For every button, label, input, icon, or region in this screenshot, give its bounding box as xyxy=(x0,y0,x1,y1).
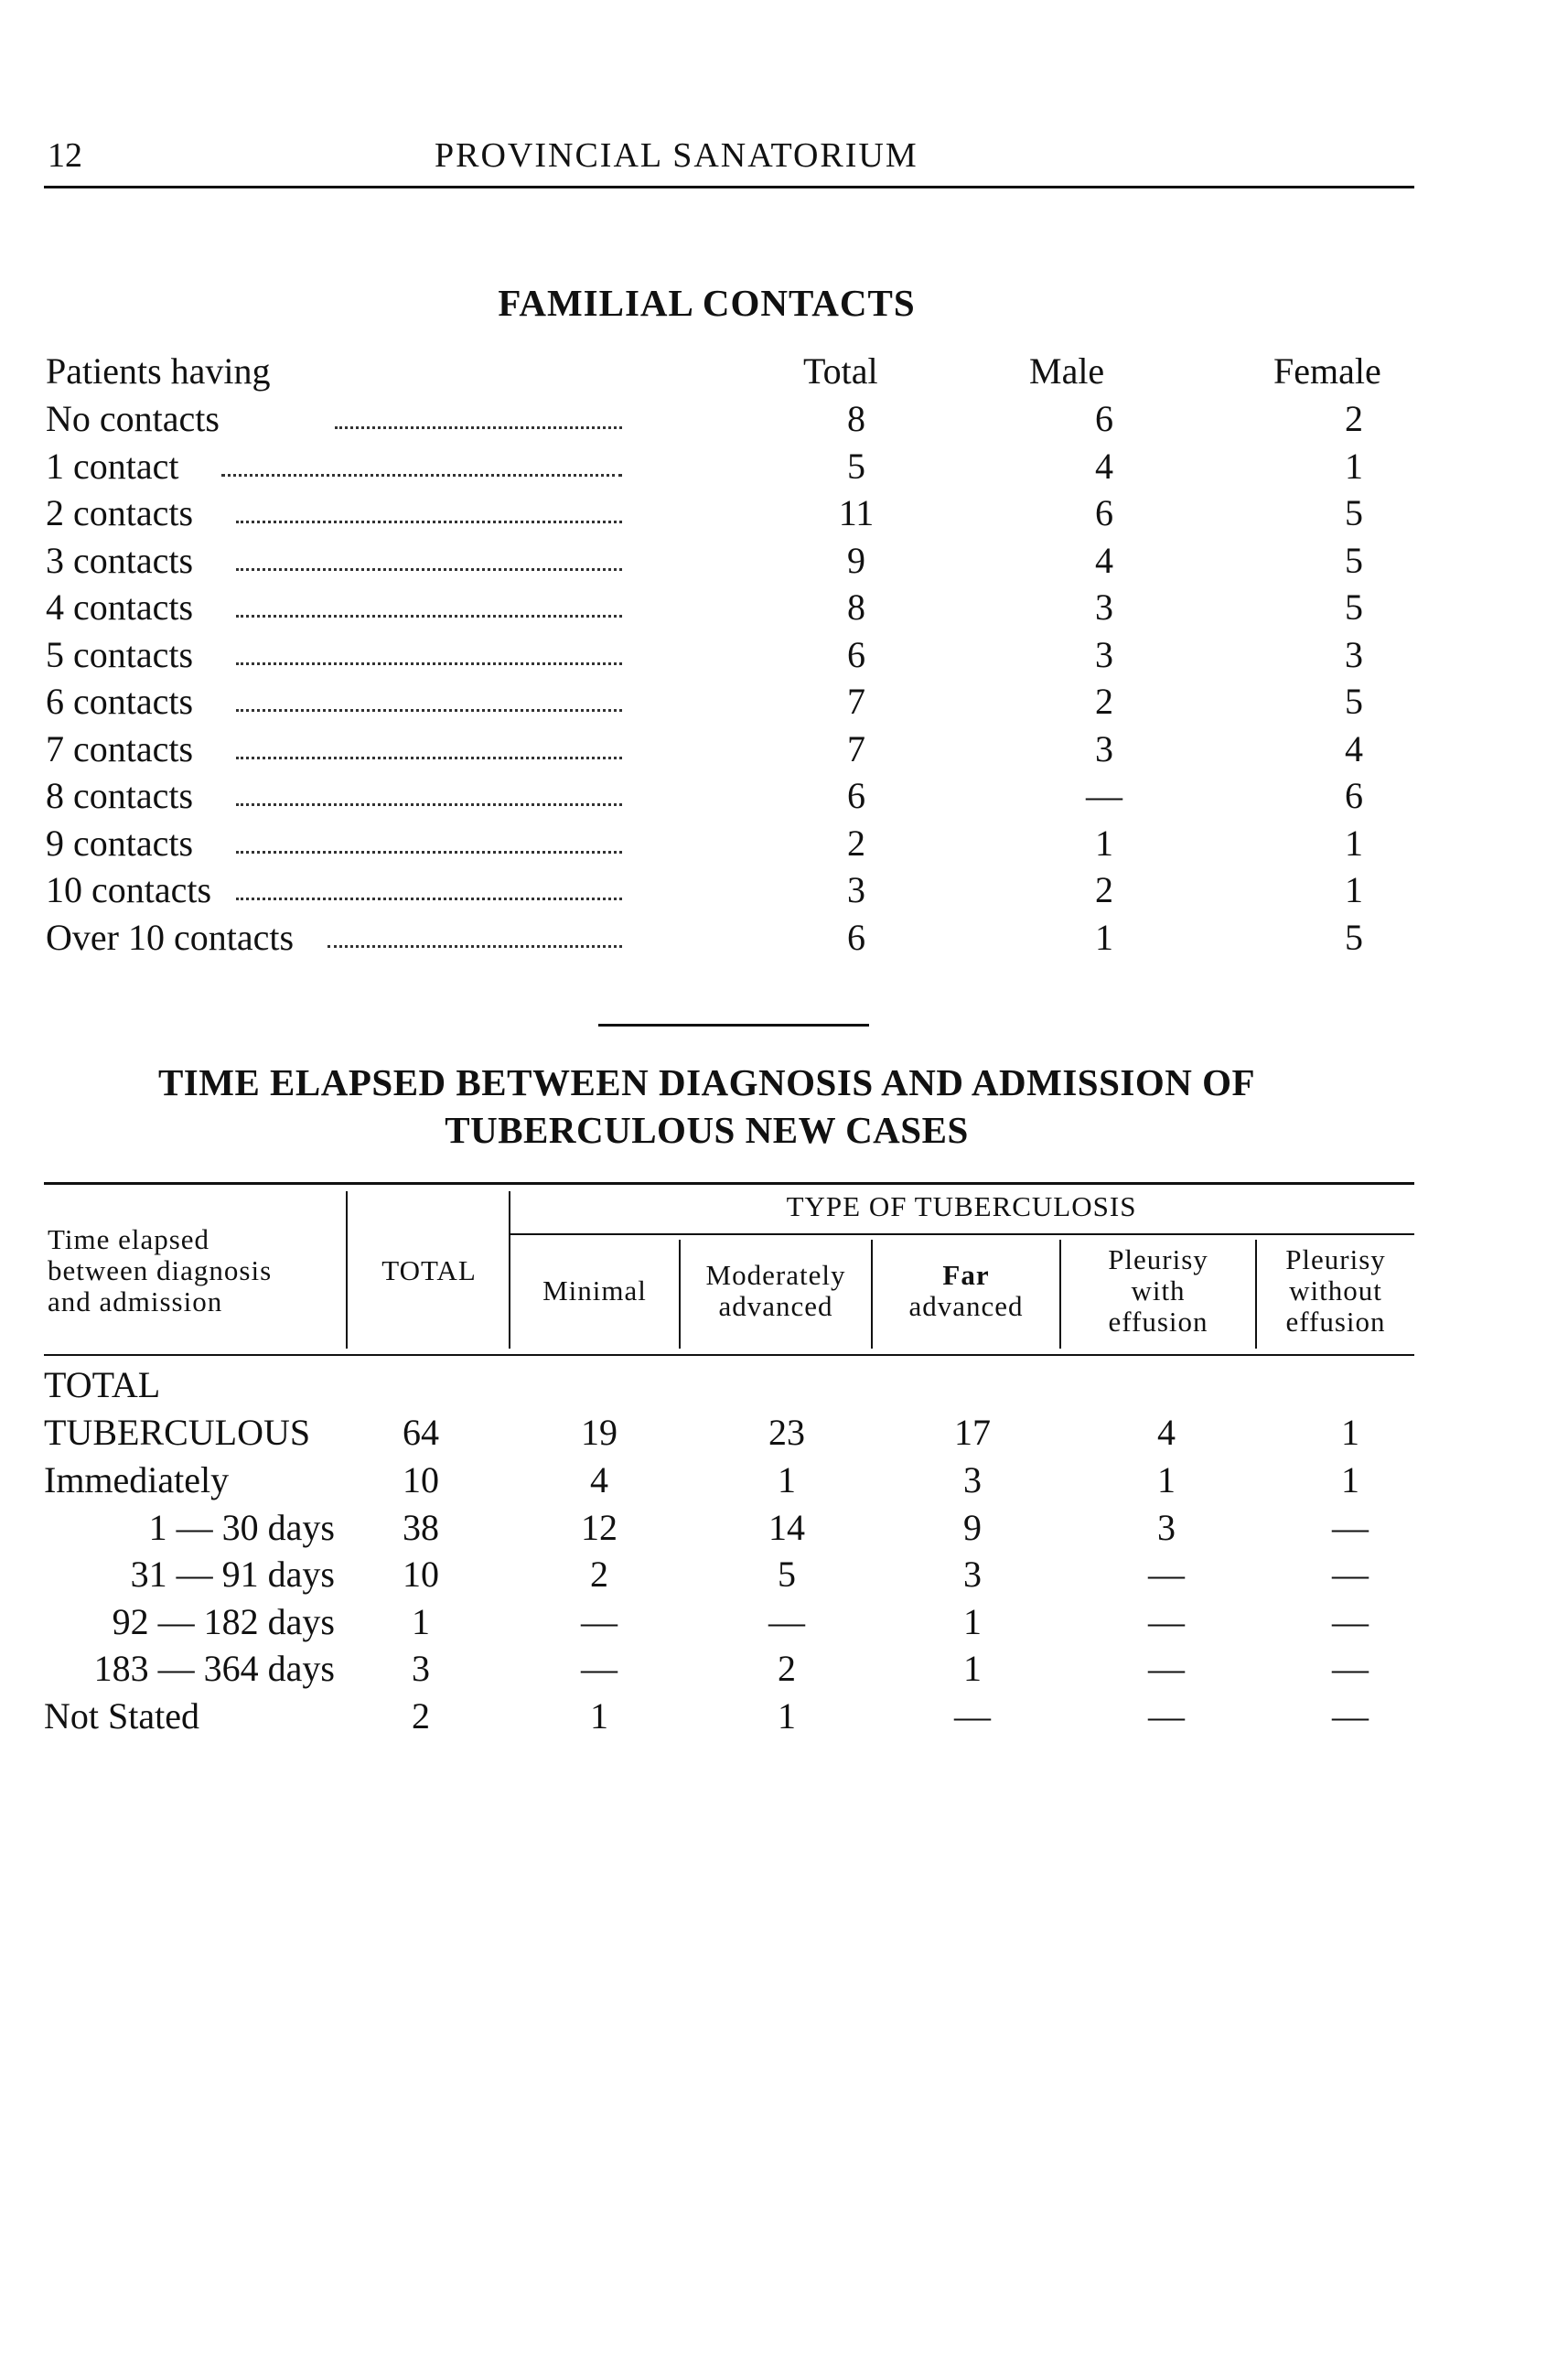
cell-total: 11 xyxy=(838,492,875,533)
row-label: 8 contacts xyxy=(46,775,194,816)
row-label: Immediately xyxy=(44,1459,230,1500)
cell-total: 10 xyxy=(403,1554,439,1596)
cell-male: 3 xyxy=(1095,727,1113,769)
header-time-line1: Time elapsed xyxy=(48,1223,210,1255)
cell-total: 2 xyxy=(412,1695,430,1737)
table-row xyxy=(0,678,1568,726)
header-pleurisy-without-line3: effusion xyxy=(1285,1306,1386,1338)
cell-total: 3 xyxy=(412,1648,430,1690)
dot-leader xyxy=(221,474,622,477)
cell-female: 2 xyxy=(1345,398,1363,439)
row-label: No contacts xyxy=(46,398,220,439)
cell-pleurisy-without-effusion: 1 xyxy=(1341,1412,1359,1453)
table-row xyxy=(0,1598,1568,1646)
cell-pleurisy-without-effusion: — xyxy=(1332,1648,1369,1690)
running-title: PROVINCIAL SANATORIUM xyxy=(435,136,918,175)
cell-far-advanced: 1 xyxy=(963,1648,982,1690)
cell-total: 6 xyxy=(847,775,865,816)
section-divider xyxy=(598,1024,869,1027)
cell-female: 3 xyxy=(1345,633,1363,675)
dot-leader xyxy=(236,803,622,806)
cell-male: — xyxy=(1086,775,1122,816)
table-row xyxy=(0,631,1568,679)
cell-total: 6 xyxy=(847,916,865,958)
cell-minimal: 1 xyxy=(590,1695,608,1737)
header-bottom-rule xyxy=(44,1354,1414,1356)
cell-male: 1 xyxy=(1095,916,1113,958)
table-top-rule xyxy=(44,1182,1414,1185)
cell-female: 5 xyxy=(1345,681,1363,722)
cell-male: 6 xyxy=(1095,398,1113,439)
cell-minimal: — xyxy=(581,1600,618,1642)
cell-pleurisy-with-effusion: 3 xyxy=(1157,1506,1176,1548)
cell-far-advanced: 9 xyxy=(963,1506,982,1548)
cell-total: 1 xyxy=(412,1600,430,1642)
cell-female: 5 xyxy=(1345,492,1363,533)
table-row xyxy=(0,1504,1568,1552)
cell-male: 1 xyxy=(1095,822,1113,864)
cell-pleurisy-with-effusion: — xyxy=(1148,1648,1185,1690)
header-pleurisy-without-line1: Pleurisy xyxy=(1285,1243,1386,1275)
header-divider-1 xyxy=(346,1191,348,1349)
row-label: 31 — 91 days xyxy=(130,1554,335,1596)
dot-leader xyxy=(236,898,622,900)
cell-moderately-advanced: 23 xyxy=(768,1412,805,1453)
cell-moderately-advanced: 1 xyxy=(778,1695,796,1737)
cell-female: 1 xyxy=(1345,822,1363,864)
cell-total: 64 xyxy=(403,1412,439,1453)
table-row xyxy=(0,726,1568,773)
row-label: 9 contacts xyxy=(46,822,194,864)
dot-leader xyxy=(236,568,622,571)
cell-far-advanced: — xyxy=(954,1695,991,1737)
cell-moderately-advanced: 2 xyxy=(778,1648,796,1690)
table-row xyxy=(0,1645,1568,1693)
cell-pleurisy-with-effusion: — xyxy=(1148,1600,1185,1642)
table-row xyxy=(0,1693,1568,1740)
cell-pleurisy-with-effusion: — xyxy=(1148,1554,1185,1596)
cell-male: 4 xyxy=(1095,445,1113,487)
dot-leader xyxy=(236,521,622,523)
dot-leader xyxy=(236,757,622,759)
table-row xyxy=(0,443,1568,490)
table-row xyxy=(0,1551,1568,1598)
cell-minimal: 12 xyxy=(581,1506,618,1548)
header-moderately-line2: advanced xyxy=(718,1290,833,1322)
row-label: 10 contacts xyxy=(46,869,212,910)
cell-minimal: — xyxy=(581,1648,618,1690)
cell-total: 2 xyxy=(847,822,865,864)
cell-far-advanced: 3 xyxy=(963,1554,982,1596)
header-pleurisy-without-line2: without xyxy=(1289,1274,1382,1307)
cell-female: 5 xyxy=(1345,539,1363,581)
row-label: 4 contacts xyxy=(46,586,194,628)
table-row-total-label xyxy=(0,1361,1568,1409)
row-label: 7 contacts xyxy=(46,727,194,769)
cell-total: 38 xyxy=(403,1506,439,1548)
table-row xyxy=(0,584,1568,631)
header-far-line2: advanced xyxy=(908,1290,1024,1322)
cell-total: 5 xyxy=(847,445,865,487)
row-label: 92 — 182 days xyxy=(112,1600,335,1642)
familial-contacts-title: FAMILIAL CONTACTS xyxy=(498,282,916,324)
cell-minimal: 2 xyxy=(590,1554,608,1596)
header-time-line2: between diagnosis xyxy=(48,1254,273,1286)
column-header-male: Male xyxy=(1029,350,1105,392)
header-pleurisy-with-line3: effusion xyxy=(1108,1306,1208,1338)
dot-leader xyxy=(335,426,622,429)
cell-pleurisy-without-effusion: — xyxy=(1332,1600,1369,1642)
table-row-total xyxy=(0,1409,1568,1457)
cell-pleurisy-with-effusion: — xyxy=(1148,1695,1185,1737)
header-time-line3: and admission xyxy=(48,1285,223,1317)
column-header-total: Total xyxy=(803,350,878,392)
row-label: TUBERCULOUS xyxy=(44,1412,311,1453)
row-label: 1 contact xyxy=(46,445,179,487)
cell-moderately-advanced: — xyxy=(768,1600,805,1642)
row-label: 183 — 364 days xyxy=(93,1648,335,1690)
row-label: Over 10 contacts xyxy=(46,916,295,958)
header-total: TOTAL xyxy=(381,1254,477,1286)
cell-total: 8 xyxy=(847,586,865,628)
cell-moderately-advanced: 5 xyxy=(778,1554,796,1596)
cell-minimal: 4 xyxy=(590,1459,608,1500)
cell-pleurisy-without-effusion: — xyxy=(1332,1554,1369,1596)
column-header-female: Female xyxy=(1273,350,1381,392)
header-moderately-line1: Moderately xyxy=(705,1259,846,1291)
cell-female: 5 xyxy=(1345,916,1363,958)
cell-female: 1 xyxy=(1345,445,1363,487)
cell-total: 3 xyxy=(847,869,865,910)
table-row xyxy=(0,395,1568,443)
cell-total: 6 xyxy=(847,633,865,675)
dot-leader xyxy=(236,851,622,854)
row-label: 6 contacts xyxy=(46,681,194,722)
table-row xyxy=(0,820,1568,867)
cell-male: 2 xyxy=(1095,681,1113,722)
row-label: 2 contacts xyxy=(46,492,194,533)
table-row xyxy=(0,489,1568,537)
cell-far-advanced: 1 xyxy=(963,1600,982,1642)
type-group-rule xyxy=(509,1233,1414,1235)
header-minimal: Minimal xyxy=(542,1274,647,1307)
table-row xyxy=(0,772,1568,820)
cell-total: 7 xyxy=(847,681,865,722)
header-type-of-tuberculosis: TYPE OF TUBERCULOSIS xyxy=(786,1190,1137,1222)
cell-pleurisy-without-effusion: 1 xyxy=(1341,1459,1359,1500)
column-header-patients-having: Patients having xyxy=(46,350,271,392)
row-label: 5 contacts xyxy=(46,633,194,675)
cell-total: 8 xyxy=(847,398,865,439)
cell-female: 4 xyxy=(1345,727,1363,769)
cell-male: 3 xyxy=(1095,633,1113,675)
cell-male: 2 xyxy=(1095,869,1113,910)
dot-leader xyxy=(328,945,622,948)
cell-female: 5 xyxy=(1345,586,1363,628)
header-pleurisy-with-line2: with xyxy=(1131,1274,1186,1307)
cell-male: 3 xyxy=(1095,586,1113,628)
page-number: 12 xyxy=(48,136,82,175)
row-label: 3 contacts xyxy=(46,539,194,581)
cell-moderately-advanced: 14 xyxy=(768,1506,805,1548)
cell-female: 1 xyxy=(1345,869,1363,910)
dot-leader xyxy=(236,615,622,618)
cell-male: 4 xyxy=(1095,539,1113,581)
time-elapsed-title-line2: TUBERCULOUS NEW CASES xyxy=(445,1109,969,1151)
header-far-line1: Far xyxy=(942,1259,990,1291)
cell-pleurisy-with-effusion: 1 xyxy=(1157,1459,1176,1500)
time-elapsed-title-line1: TIME ELAPSED BETWEEN DIAGNOSIS AND ADMISSION OF xyxy=(157,1061,1256,1103)
cell-pleurisy-without-effusion: — xyxy=(1332,1506,1369,1548)
cell-pleurisy-with-effusion: 4 xyxy=(1157,1412,1176,1453)
row-label: Not Stated xyxy=(44,1695,199,1737)
table-row xyxy=(0,537,1568,585)
table-row xyxy=(0,866,1568,914)
dot-leader xyxy=(236,709,622,712)
cell-total: 10 xyxy=(403,1459,439,1500)
cell-far-advanced: 17 xyxy=(954,1412,991,1453)
cell-total: 7 xyxy=(847,727,865,769)
table-row xyxy=(0,1457,1568,1504)
cell-total: 9 xyxy=(847,539,865,581)
header-rule xyxy=(44,186,1414,188)
row-label: TOTAL xyxy=(44,1364,161,1405)
cell-moderately-advanced: 1 xyxy=(778,1459,796,1500)
cell-pleurisy-without-effusion: — xyxy=(1332,1695,1369,1737)
row-label: 1 — 30 days xyxy=(148,1506,335,1548)
cell-male: 6 xyxy=(1095,492,1113,533)
cell-female: 6 xyxy=(1345,775,1363,816)
header-pleurisy-with-line1: Pleurisy xyxy=(1108,1243,1208,1275)
cell-far-advanced: 3 xyxy=(963,1459,982,1500)
table-row xyxy=(0,914,1568,962)
dot-leader xyxy=(236,662,622,665)
cell-minimal: 19 xyxy=(581,1412,618,1453)
